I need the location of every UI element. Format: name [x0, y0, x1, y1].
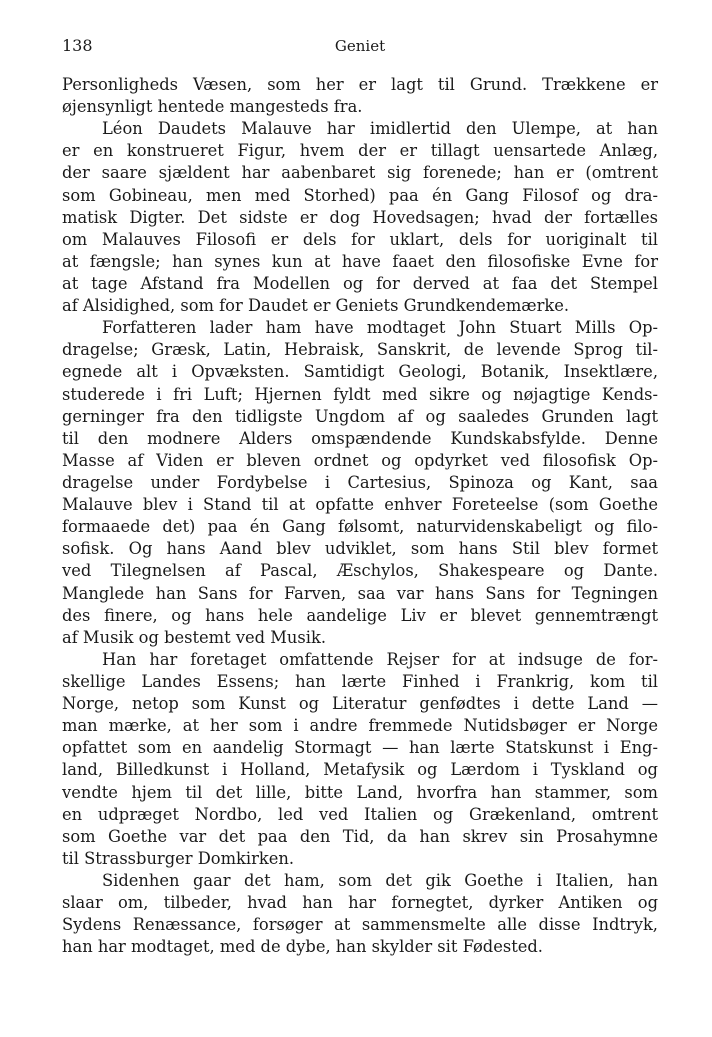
running-head [62, 36, 658, 58]
text-line: Norge, netop som Kunst og Literatur genfødtes i dette Land — [62, 694, 658, 714]
text-line: Masse af Viden er bleven ordnet og opdyrket ved filosofisk Op- [62, 450, 658, 470]
text-line: der saare sjældent har aabenbaret sig forenede; han er (omtrent [62, 163, 658, 183]
body-text [62, 74, 658, 958]
text-line: Sidenhen gaar det ham, som det gik Goethe i Italien, han [102, 870, 658, 890]
text-line: matisk Digter. Det sidste er dog Hovedsagen; hvad der fortælles [62, 207, 658, 227]
text-line: at fængsle; han synes kun at have faaet den filosofiske Evne for [62, 251, 658, 271]
text-line: dragelse; Græsk, Latin, Hebraisk, Sanskrit, de levende Sprog til- [62, 340, 658, 360]
text-line: skellige Landes Essens; han lærte Finhed i Frankrig, kom til [62, 671, 658, 691]
text-line: han har modtaget, med de dybe, han skylder sit Fødested. [62, 937, 543, 957]
text-line: Han har foretaget omfattende Rejser for at indsuge de for- [102, 649, 658, 669]
text-line: vendte hjem til det lille, bitte Land, hvorfra han stammer, som [62, 782, 658, 802]
text-line: øjensynligt hentede mangesteds fra. [62, 97, 363, 117]
text-line: til Strassburger Domkirken. [62, 848, 295, 868]
text-line: studerede i fri Luft; Hjernen fyldt med sikre og nøjagtige Kends- [62, 384, 658, 404]
text-line: Malauve blev i Stand til at opfatte enhver Foreteelse (som Goethe [62, 495, 658, 515]
page-number: 138 [62, 36, 93, 55]
text-line: som Gobineau, men med Storhed) paa én Gang Filosof og dra- [62, 185, 658, 205]
text-line: til den modnere Alders omspændende Kundskabsfylde. Denne [62, 428, 658, 448]
text-line: des finere, og hans hele aandelige Liv er blevet gennemtrængt [62, 605, 658, 625]
running-title: Geniet [334, 37, 386, 55]
text-line: er en konstrueret Figur, hvem der er tillagt uensartede Anlæg, [62, 141, 658, 161]
text-line: dragelse under Fordybelse i Cartesius, Spinoza og Kant, saa [62, 472, 658, 492]
text-line: Manglede han Sans for Farven, saa var hans Sans for Tegningen [62, 583, 658, 603]
text-line: slaar om, tilbeder, hvad han har fornegtet, dyrker Antiken og [62, 893, 658, 913]
text-line: om Malauves Filosofi er dels for uklart, dels for uoriginalt til [62, 229, 658, 249]
text-line: sofisk. Og hans Aand blev udviklet, som hans Stil blev formet [62, 539, 658, 559]
text-line: Sydens Renæssance, forsøger at sammensmelte alle disse Indtryk, [62, 915, 658, 935]
text-line: Léon Daudets Malauve har imidlertid den Ulempe, at han [102, 119, 658, 139]
text-line: en udpræget Nordbo, led ved Italien og Grækenland, omtrent [62, 804, 658, 824]
text-line: formaaede det) paa én Gang følsomt, naturvidenskabeligt og filo- [62, 517, 658, 537]
text-line: af Musik og bestemt ved Musik. [62, 627, 327, 647]
text-line: Personligheds Væsen, som her er lagt til Grund. Trækkene er [62, 75, 658, 94]
text-line: opfattet som en aandelig Stormagt — han lærte Statskunst i Eng- [62, 738, 658, 758]
text-line: man mærke, at her som i andre fremmede Nutidsbøger er Norge [62, 716, 658, 736]
text-line: Forfatteren lader ham have modtaget John Stuart Mills Op- [102, 318, 658, 338]
text-line: ved Tilegnelsen af Pascal, Æschylos, Shakespeare og Dante. [62, 561, 658, 581]
text-line: som Goethe var det paa den Tid, da han skrev sin Prosahymne [62, 826, 658, 846]
text-line: at tage Afstand fra Modellen og for derved at faa det Stempel [62, 273, 658, 293]
text-line: egnede alt i Opvæksten. Samtidigt Geologi, Botanik, Insektlære, [62, 362, 658, 382]
text-line: land, Billedkunst i Holland, Metafysik og Lærdom i Tyskland og [62, 760, 658, 780]
text-line: gerninger fra den tidligste Ungdom af og saaledes Grunden lagt [62, 406, 658, 426]
text-line: af Alsidighed, som for Daudet er Geniets Grundkendemærke. [62, 296, 570, 316]
